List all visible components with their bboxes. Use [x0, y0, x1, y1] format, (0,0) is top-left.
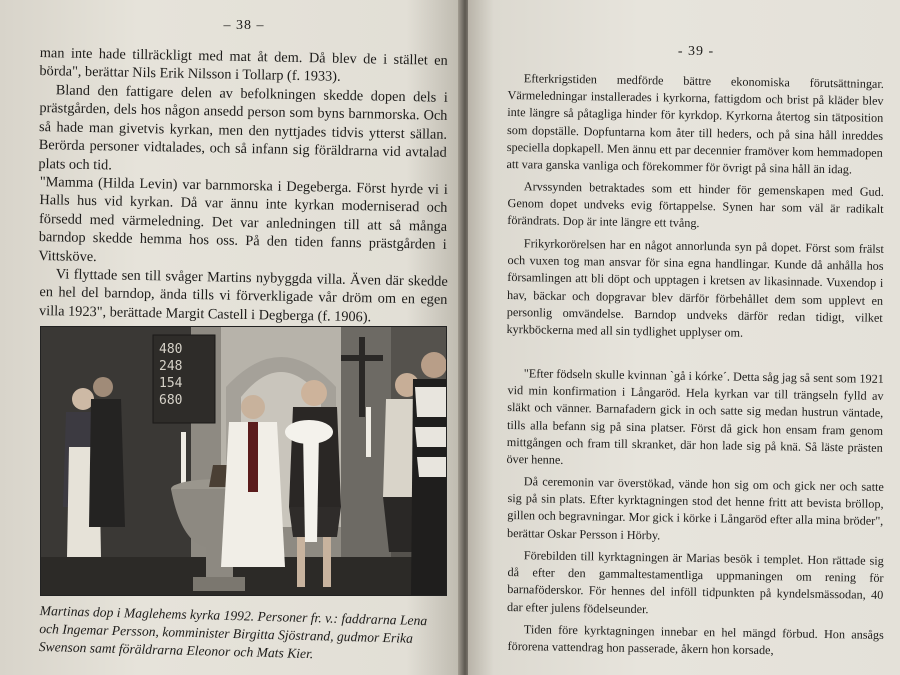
- paragraph: Efterkrigstiden medförde bättre ekonomiska förutsättningar. Värmeledningar installerades i kyrkorna, fattigdom och brist på kläder blev inte längre så påtagliga hinder för kyrkdop. Kyrkorna återtog sin tätposition som dopställe. Dopfuntarna kom åter till heders, och på sina håll inreddes speciella dopkapell. Men ännu ett par decennier framöver kom hemmadopen att vara ganska vanliga och förekommer för övrigt på sina håll än idag.: [506, 71, 884, 177]
- hymn-number: 248: [159, 359, 183, 375]
- paragraph: Vi flyttade sen till svåger Martins nybyggda villa. Även där skedde en hel del barndop, ända tills vi förverkligade vår dröm om en egen villa 1923", berättade Margit Castell i Degberga (f. 1906).: [38, 266, 448, 326]
- photo-caption: Martinas dop i Maglehems kyrka 1992. Personer fr. v.: faddrarna Lena och Ingemar Persson, komminister Birgitta Sjöstrand, gudmor Erika Swenson samt föräldrarna Eleonor och Mats Kier.: [38, 603, 428, 662]
- paragraph: Bland den fattigare delen av befolkningen skedde dopen dels i prästgården, dels hos någon ansedd person som byns barnmorska. Och så hade man givetvis kyrkan, men den nyttjades tidvis ytterst sällan. Berörda personer vidtalades, och så infann sig föräldrarna vid avtalad plats och tid.: [38, 82, 448, 173]
- paragraph: "Efter födseln skulle kvinnan `gå i kórke´. Detta såg jag så sent som 1921 vid min konfirmation i Långaröd. Hela kyrkan var till trängseln fylld av släkt och vänner. Barnafadern gick in och satte sig medan hustrun väntade, tills alla befann sig på sina platser. Först då gick hon ensam fram genom mittgången och fram till skranket, där hon lade sig på knä. Så läste prästen över henne.: [506, 366, 884, 467]
- hymn-number: 680: [159, 393, 183, 409]
- hymn-number: 154: [159, 376, 183, 392]
- baptism-photo: [40, 326, 447, 596]
- paragraph: "Mamma (Hilda Levin) var barnmorska i Degeberga. Först hyrde vi i Halls hus vid kyrkan. Då var ännu inte kyrkan moderniserad och försedd med värmeledning. Det var anledningen till att så många barndop skedde hemma hos oss. På den tiden fanns prästgården i Vittsköve.: [38, 173, 448, 265]
- right-page: [468, 0, 900, 675]
- page-number-left: – 38 –: [223, 18, 265, 33]
- paragraph: Då ceremonin var överstökad, vände hon sig om och gick ner och satte sig på sin plats. Efter kyrktagningen stod det henne fritt att bevista bröllop, gillen och begravningar. Mor gick i körke i Långaröd efter alla mina bröder", berättar Oskar Persson i Hörby.: [506, 474, 884, 543]
- hymn-board: [153, 335, 215, 423]
- section-gap: [508, 343, 884, 365]
- paragraph: Frikyrkorörelsen har en något annorlunda syn på dopet. Först som frälst och vuxen tog man ansvar för sina egna handlingar. Kunde då anhålla hos församlingen att bli döpt och upptagen i kretsen av likasinnade. Vuxendop i hav, bäckar och dopgravar blev därför förbehållet dem som upplevt en personlig omvändelse. Barndop undveks därför redan tidigt, vilket kyrkböckerna med all sin tydlighet upplyser om.: [506, 236, 884, 340]
- paragraph: Tiden före kyrktagningen innebar en hel mängd förbud. Hon ansågs förorena vattendrag hon passerade, åkern hon korsade,: [507, 622, 884, 658]
- paragraph: Arvssynden betraktades som ett hinder för gemenskapen med Gud. Genom dopet undveks evig förtappelse. Synen har som väl är radikalt förändrats. Dop är inte längre ett tvång.: [507, 179, 884, 231]
- hymn-number: 480: [159, 342, 183, 358]
- baptism-photo-illustration: [41, 327, 446, 595]
- paragraph: man inte hade tillräckligt med mat åt dem. Då blev de i stället en börda", berättar Nils Erik Nilsson i Tollarp (f. 1933).: [39, 44, 448, 86]
- page-number-right: - 39 -: [677, 44, 715, 59]
- paragraph: Förebilden till kyrktagningen är Marias besök i templet. Hon rättade sig då efter den gammaltestamentliga uppmaningen om rening för barnaföderskor. För hennes del inföll tidpunkten på kyndelsmässodan, 40 dar efter julens födelseunder.: [506, 548, 884, 616]
